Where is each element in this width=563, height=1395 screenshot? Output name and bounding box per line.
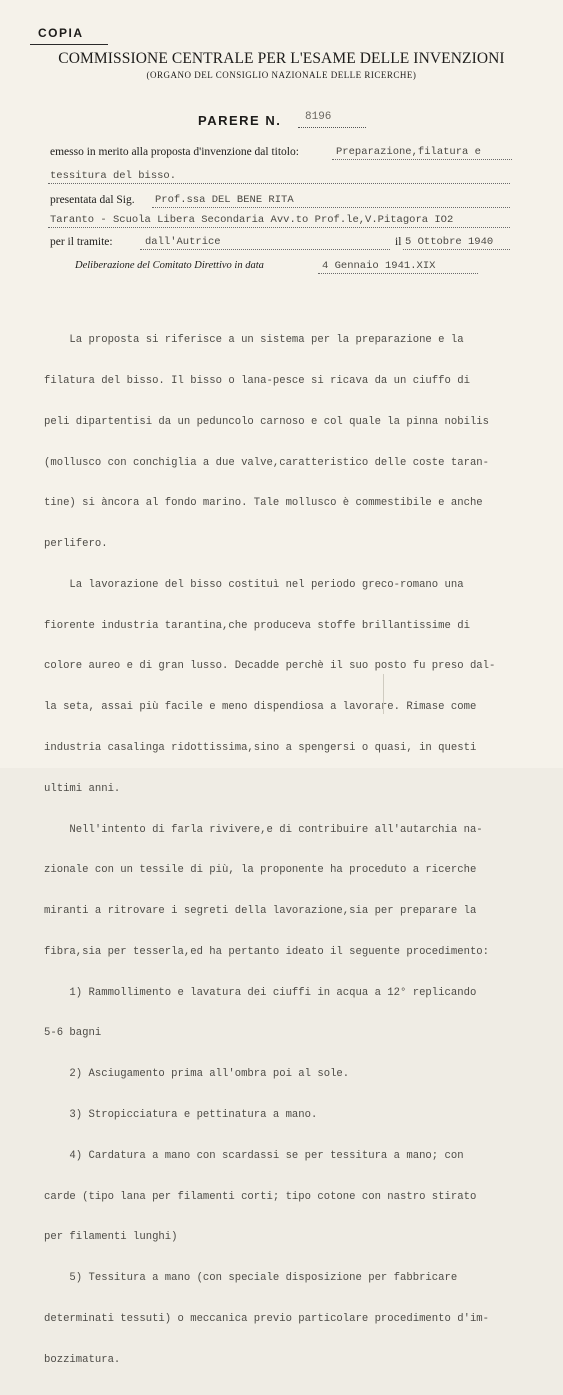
title-line-2-rule: [48, 183, 510, 184]
address-line: Taranto - Scuola Libera Secondaria Avv.to Prof.le,V.Pitagora IO2: [50, 214, 454, 226]
il-value: 5 Ottobre 1940: [405, 236, 494, 248]
body-line: 1) Rammollimento e lavatura dei ciuffi in acqua a 12° replicando: [44, 986, 477, 999]
title-line-1-rule: [332, 159, 512, 160]
address-rule: [48, 227, 510, 228]
copia-label: COPIA: [38, 26, 84, 40]
deliberazione-label: Deliberazione del Comitato Direttivo in data: [75, 260, 264, 271]
body-line: perlifero.: [44, 538, 108, 551]
deliberazione-value: 4 Gennaio 1941.XIX: [322, 260, 436, 272]
body-line: 4) Cardatura a mano con scardassi se per tessitura a mano; con: [44, 1149, 464, 1162]
body-line: La lavorazione del bisso costituì nel periodo greco-romano una: [44, 578, 464, 591]
presentata-value: Prof.ssa DEL BENE RITA: [155, 194, 294, 206]
tramite-label: per il tramite:: [50, 236, 113, 248]
body-line: 5-6 bagni: [44, 1027, 102, 1040]
presentata-rule: [152, 207, 510, 208]
body-line: fiorente industria tarantina,che produceva stoffe brillantissime di: [44, 619, 470, 632]
body-line: industria casalinga ridottissima,sino a spengersi o quasi, in questi: [44, 742, 477, 754]
title-line-2: tessitura del bisso.: [50, 170, 177, 182]
body-line: bozzimatura.: [44, 1353, 121, 1366]
body-line: determinati tessuti) o meccanica previo particolare procedimento d'im-: [44, 1312, 490, 1325]
parere-number: 8196: [305, 111, 332, 123]
parere-number-line: [298, 127, 366, 128]
il-label: il: [395, 236, 402, 248]
presentata-label: presentata dal Sig.: [50, 194, 135, 206]
body-line: 5) Tessitura a mano (con speciale disposizione per fabbricare: [44, 1272, 458, 1285]
report-body: [44, 307, 554, 1395]
il-rule: [403, 249, 510, 250]
body-line: tine) si àncora al fondo marino. Tale mollusco è commestibile e anche: [44, 497, 483, 510]
body-line: La proposta si riferisce a un sistema per la preparazione e la: [44, 334, 464, 347]
body-line: 2) Asciugamento prima all'ombra poi al sole.: [44, 1068, 350, 1081]
title-line-1: Preparazione,filatura e: [336, 146, 481, 158]
copia-underline: [30, 44, 108, 45]
body-line: carde (tipo lana per filamenti corti; tipo cotone con nastro stirato: [44, 1190, 477, 1203]
parere-label: PARERE N.: [198, 113, 282, 128]
emesso-label: emesso in merito alla proposta d'invenzione dal titolo:: [50, 146, 299, 158]
deliberazione-rule: [318, 273, 478, 274]
body-line: 3) Stropicciatura e pettinatura a mano.: [44, 1109, 318, 1122]
body-line: Nell'intento di farla rivivere,e di contribuire all'autarchia na-: [44, 823, 483, 836]
body-line: (mollusco con conchiglia a due valve,caratteristico delle coste taran-: [44, 456, 490, 469]
body-line: per filamenti lunghi): [44, 1231, 178, 1244]
body-line: la seta, assai più facile e meno dispendiosa a lavorare. Rimase come: [44, 701, 477, 714]
organ-subtitle: (ORGANO DEL CONSIGLIO NAZIONALE DELLE RICERCHE): [146, 70, 417, 80]
body-line: colore aureo e di gran lusso. Decadde perchè il suo posto fu preso dal-: [44, 660, 496, 673]
body-line: ultimi anni.: [44, 782, 121, 795]
body-line: zionale con un tessile di più, la proponente ha proceduto a ricerche: [44, 864, 477, 877]
body-line: peli dipartentisi da un peduncolo carnoso e col quale la pinna nobilis: [44, 415, 490, 428]
body-line: fibra,sia per tesserla,ed ha pertanto ideato il seguente procedimento:: [44, 945, 490, 958]
paper-fold-mark: [383, 674, 384, 714]
tramite-value: dall'Autrice: [145, 236, 221, 248]
tramite-rule: [140, 249, 390, 250]
body-line: miranti a ritrovare i segreti della lavorazione,sia per preparare la: [44, 905, 477, 918]
body-line: filatura del bisso. Il bisso o lana-pesce si ricava da un ciuffo di: [44, 374, 470, 387]
commission-title: COMMISSIONE CENTRALE PER L'ESAME DELLE INVENZIONI: [58, 50, 505, 67]
